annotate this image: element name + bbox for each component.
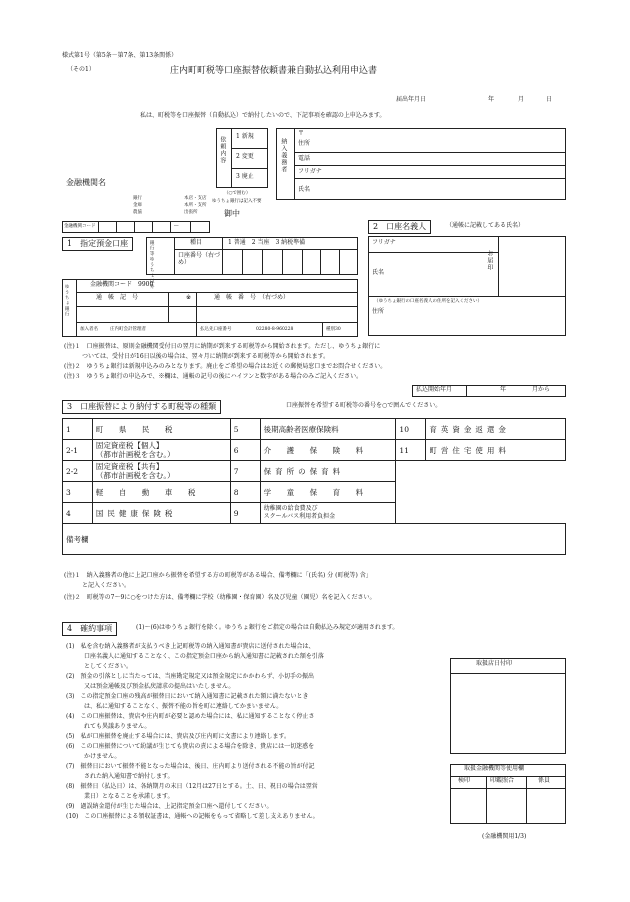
agreement-list — [66, 642, 324, 822]
request-option-cancel[interactable]: 3 廃止 — [236, 173, 254, 180]
tax-name: 幼稚園の給食費及び スクールバス利用者負担金 — [260, 503, 396, 524]
bank-name-label: 金融機関名 — [66, 178, 106, 187]
remarks-field[interactable] — [63, 524, 566, 555]
tax-name: 町 県 民 税 — [92, 419, 230, 440]
payer-name-label: 氏名 — [298, 186, 311, 193]
tax-name: 国民健康保険税 — [92, 503, 230, 524]
tax-name: 固定資産税【共有】 （都市計画税を含む。） — [92, 461, 230, 482]
tax-no[interactable]: 3 — [63, 482, 93, 503]
tax-no[interactable]: 4 — [63, 503, 93, 524]
table-row — [63, 461, 566, 482]
type-label: 種目 — [190, 239, 203, 246]
section4-intro: (1)～(6)はゆうちょ銀行を除く。ゆうちょ銀行をご指定の場合は自動払込み規定が適用されます。 — [136, 624, 399, 631]
agreement-item: 口座名義人に通知することなく、この指定預金口座から納入通知書に記載された額を引落 — [66, 653, 324, 660]
agreement-item: は、私に通知することなく、振替不能の旨を町に連絡してかまいません。 — [66, 703, 283, 710]
form-part: （その1） — [67, 66, 95, 73]
date-month: 月 — [518, 96, 525, 103]
agreement-item: (6) この口座振替について紛議が生じても貴店の責による場合を除き、貴店には一切迷惑を — [66, 743, 315, 750]
agreement-item: (2) 預金の引落としに当たっては、当座勘定規定又は預金規定にかかわらず、小切手の振出 — [66, 673, 315, 680]
note3: (注)３ ゆうちょ銀行の申込みで、※欄は、通帳の記号の後にハイフンと数字がある場合のみご記入ください。 — [64, 373, 363, 380]
payer-address-label: 住所 — [298, 140, 311, 147]
date-day: 日 — [546, 96, 553, 103]
section2-box — [368, 236, 566, 336]
tax-no[interactable]: 7 — [230, 461, 260, 482]
tax-type-table — [62, 418, 566, 555]
yucho-star: ※ — [186, 294, 192, 301]
bank-use-col-staff: 係員 — [538, 777, 551, 784]
bank-type-nokyo: 農協 — [133, 210, 142, 215]
tax-name: 町営住宅使用料 — [426, 440, 566, 461]
start-month: 月から — [532, 386, 551, 393]
agreement-item: (7) 振替日において振替不能となった場合は、後日、庄内町より送付される不能の旨が付記 — [66, 763, 315, 770]
tax-name: 育英資金返還金 — [426, 419, 566, 440]
agreement-item: (9) 過誤納金還付が生じた場合は、上記指定預金口座へ還付してください。 — [66, 803, 273, 810]
table-row — [63, 440, 566, 461]
bank-use-col-inspect: 検印 — [458, 777, 471, 784]
branch-note: ゆうちょ銀行は記入不要 — [212, 199, 262, 204]
form-number: 様式第1号（第5条－第7条、第13条関係） — [62, 52, 178, 59]
agreement-item: (3) この指定預金口座の残高が振替日において納入通知書に記載された額に満たないとき — [66, 693, 309, 700]
request-label: 依頼内容 — [218, 136, 226, 164]
account-type-options[interactable]: 1 普通 2 当座 3 納税準備 — [228, 239, 306, 246]
stamp-title: 取扱店日付印 — [476, 660, 513, 667]
section3-note: 口座振替を希望する町税等の番号を○で囲んでください。 — [286, 402, 442, 409]
bank-type-kinko: 金庫 — [133, 203, 142, 208]
tax-no[interactable]: 11 — [396, 440, 426, 461]
bank-code-label: 金融機関コード — [64, 224, 96, 229]
section1-note: 銀行等ゆうちょ以外 — [149, 240, 155, 290]
tax-name: 学 童 保 育 料 — [260, 482, 396, 503]
tax-no[interactable]: 1 — [63, 419, 93, 440]
tax-no[interactable]: 8 — [230, 482, 260, 503]
yucho-number-label: 通 帳 番 号 （右づめ） — [214, 294, 290, 301]
tax-no[interactable]: 2-2 — [63, 461, 93, 482]
intro-text: 私は、町税等を口座振替（自動払込）で納付したいので、下記事項を確認の上申込みます。 — [140, 112, 386, 119]
seal-label: お届印 — [485, 250, 493, 271]
date-label: 届出年月日 — [396, 96, 427, 103]
bank-use-box — [450, 764, 566, 824]
bank-use-col-seal: 印鑑照合 — [490, 777, 515, 784]
agreement-item: れても異議ありません。 — [66, 723, 151, 730]
tax-no[interactable]: 10 — [396, 419, 426, 440]
tax-empty-cell — [396, 461, 566, 524]
agreement-item: (8) 振替日（払込日）は、各納期月の末日（12月は27日とする。土、日、祝日の場合は翌営 — [66, 783, 318, 790]
payer-furigana-label: フリガナ — [298, 168, 322, 175]
tax-name: 保育所の保育料 — [260, 461, 396, 482]
remarks-row — [63, 524, 566, 555]
request-option-change[interactable]: 2 変更 — [236, 153, 254, 160]
holder-furigana-label: フリガナ — [372, 239, 396, 246]
request-option-new[interactable]: 1 新規 — [236, 133, 254, 140]
section2-title: 2 口座名義人 — [368, 220, 431, 234]
holder-name-label: 氏名 — [372, 269, 385, 276]
tax-name: 後期高齢者医療保険料 — [260, 419, 396, 440]
start-label: 払込開始年月 — [416, 386, 453, 393]
footer-copy-label: (金融機関用1/3) — [482, 833, 527, 840]
section1-title: 1 指定預金口座 — [62, 237, 133, 251]
agreement-item: (1) 私を含む納入義務者が支払うべき上記町税等の納入通知書が貴店に送付された場合は、 — [66, 643, 315, 650]
account-number-label: 口座番号（右づめ） — [178, 252, 221, 266]
tax-name: 軽 自 動 車 税 — [92, 482, 230, 503]
payer-phone-label: 電話 — [298, 155, 311, 162]
agreement-item: 業日）となることを承諾します。 — [66, 793, 174, 800]
request-note: （○で囲む） — [224, 191, 251, 196]
tax-no[interactable]: 2-1 — [63, 440, 93, 461]
agreement-item: (10) この口座振替による領収証書は、通帳への記帳をもって省略して差し支えありません。 — [66, 813, 319, 820]
yucho-label: ゆうちょ銀行 — [64, 284, 70, 317]
payer-label: 納入義務者 — [279, 138, 287, 173]
agreement-item: (4) この口座振替は、貴店や庄内町が必要と認めた場合には、私に通知することなく停止さ — [66, 713, 315, 720]
note2-2: (注)２ 町税等の7～9に○をつけた方は、備考欄に学校（幼稚園・保育園）名及び児童（園児）名を記入ください。 — [64, 594, 376, 601]
yucho-code: 金融機関コード 9900 — [90, 281, 154, 288]
table-row — [63, 419, 566, 440]
agreement-item: 又は預金通帳及び預金払戻請求の提出はいたしません。 — [66, 683, 235, 690]
tax-name: 介 護 保 険 料 — [260, 440, 396, 461]
note1-line1: (注)１ 口座振替は、原則金融機関受付日の翌月に納期が到来する町税等から開始されます。ただし、ゆうちょ銀行に — [64, 343, 381, 350]
branch-type-honten: 本店・支店 — [184, 196, 207, 201]
agreement-item: された納入通知書で納付します。 — [66, 773, 174, 780]
yucho-member-label: 加入者名 — [80, 327, 98, 332]
note2-1-line2: と記入ください。 — [64, 582, 131, 589]
section2-note: （通帳に記載してある氏名） — [446, 222, 525, 229]
tax-no[interactable]: 6 — [230, 440, 260, 461]
start-year: 年 — [500, 386, 507, 393]
bank-use-title: 取扱金融機関等使用欄 — [464, 765, 525, 772]
agreement-item: としてください。 — [66, 663, 133, 670]
bank-type-bank: 銀行 — [133, 196, 142, 201]
yucho-pay-number: 02280-8-960228 — [256, 327, 294, 332]
section3-title: 3 口座振替により納付する町税等の種類 — [62, 400, 221, 414]
holder-address-label: 住所 — [372, 308, 385, 315]
tax-no[interactable]: 9 — [230, 503, 260, 524]
holder-address-note: （ゆうちょ銀行の口座名義人の住所を記入ください） — [374, 299, 482, 304]
agreement-item: (5) 私が口座振替を廃止する場合には、貴店及び庄内町に文書により連絡します。 — [66, 733, 291, 740]
page-title: 庄内町町税等口座振替依頼書兼自動払込利用申込書 — [170, 66, 378, 76]
yucho-pay-label: 払込先口座番号 — [200, 327, 232, 332]
note1-line2: ついては、受付日が16日以後の場合は、翌々月に納期が到来する町税等から開始されます。 — [64, 353, 330, 360]
branch-type-shutcho: 出張所 — [184, 210, 198, 215]
bank-code-dash: ― — [174, 224, 179, 229]
branch-type-honsho: 本所・支所 — [184, 203, 207, 208]
section4-title: 4 確約事項 — [62, 622, 117, 636]
yucho-symbol-label: 通 帳 記 号 — [96, 294, 139, 301]
onchu-label: 御中 — [224, 209, 240, 218]
payer-postal: 〒 — [298, 130, 305, 137]
date-year: 年 — [488, 96, 495, 103]
note2-1-line1: (注)１ 納入義務者の他に上記口座から振替を希望する方の町税等がある場合、備考欄に「(氏名) 分 (町税等) 含」 — [64, 572, 372, 579]
agreement-item: かけません。 — [66, 753, 121, 760]
remarks-label: 備考欄 — [66, 534, 89, 544]
yucho-kind: 種別30 — [326, 327, 341, 332]
yucho-member: 庄内町会計管理者 — [110, 327, 146, 332]
tax-no[interactable]: 5 — [230, 419, 260, 440]
payer-box — [276, 128, 566, 200]
tax-name: 固定資産税【個人】 （都市計画税を含む。） — [92, 440, 230, 461]
note2: (注)２ ゆうちょ銀行は新規申込みのみとなります。廃止をご希望の場合はお近くの郵便局窓口までお問合せください。 — [64, 363, 387, 370]
